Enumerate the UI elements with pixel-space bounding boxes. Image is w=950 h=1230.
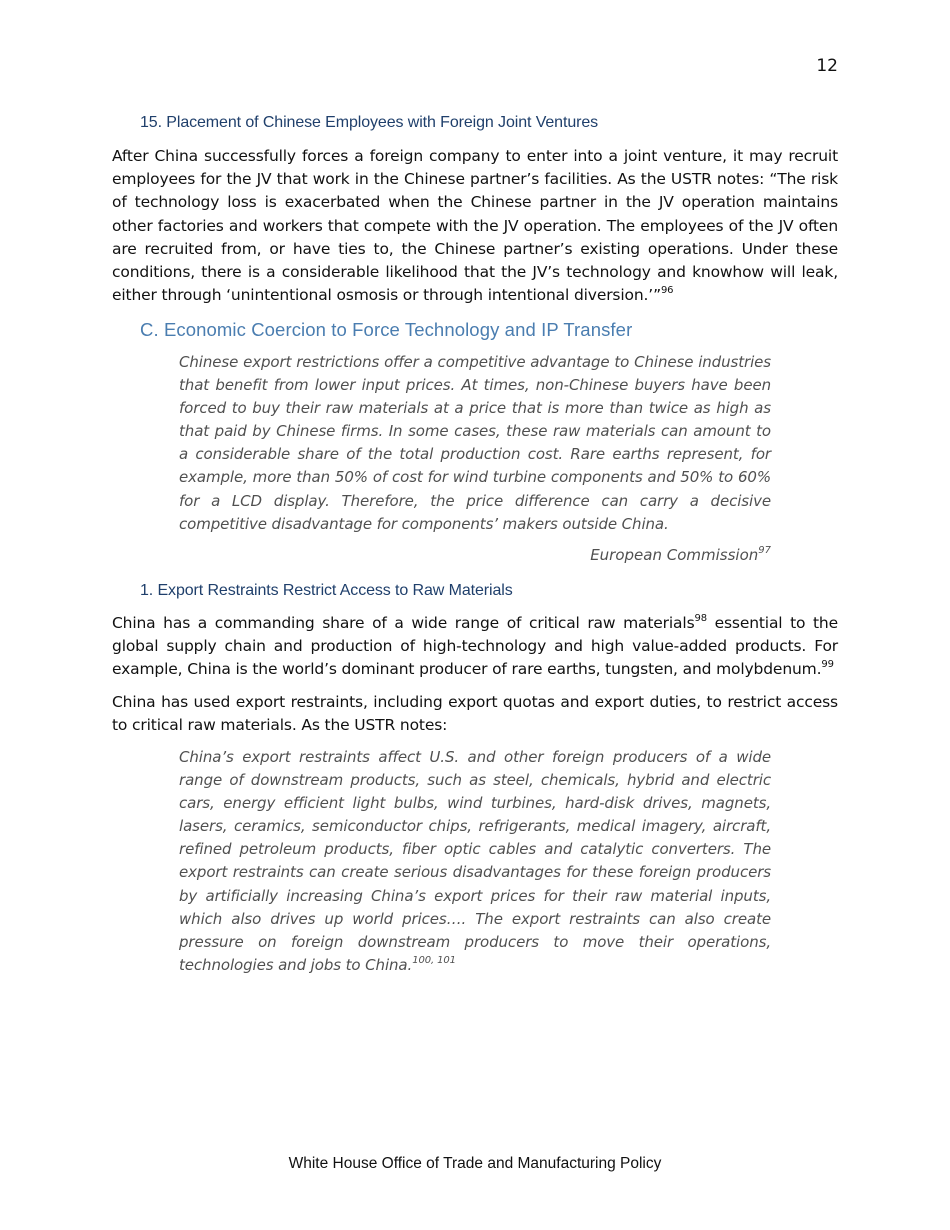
footnote-ref-96[interactable]: 96 <box>660 285 674 297</box>
paragraph-commanding-share <box>112 612 838 682</box>
page-number: 12 <box>816 56 838 76</box>
blockquote-european-commission: Chinese export restrictions offer a competitive advantage to Chinese industries that benefit from lower input prices. At times, non-Chinese buyers have been forced to buy their raw materials at a price that is more than twice as high as that paid by Chinese firms. In some cases, these raw materials can amount to a considerable share of the total production cost. Rare earths represent, for example, more than 50% of cost for wind turbine components and 50% to 60% for a LCD display. Therefore, the price difference can carry a decisive competitive disadvantage for components’ makers outside China. <box>179 353 771 533</box>
paragraph-export-restraints: China has used export restraints, including export quotas and export duties, to restrict access to critical raw materials. As the USTR notes: <box>112 693 838 735</box>
subsection-heading-export-restraints: 1. Export Restraints Restrict Access to Raw Materials <box>140 582 513 599</box>
subsection-heading-placement-employees: 15. Placement of Chinese Employees with Foreign Joint Ventures <box>140 114 599 131</box>
footnote-ref-98[interactable]: 98 <box>694 613 707 624</box>
quote-attribution <box>590 546 771 564</box>
blockquote-ustr-text: China’s export restraints affect U.S. and other foreign producers of a wide range of downstream products, such as steel, chemicals, hybrid and electric cars, energy efficient light bulbs, wind turbines, hard-disk drives, magnets, lasers, ceramics, semiconductor chips, refrigerants, medical imagery, aircraft, refined petroleum products, fiber optic cables and catalytic converters. The export restraints can create serious disadvantages for these foreign producers by artificially increasing China’s export prices for their raw material inputs, which also drives up world prices…. The export restraints can also create pressure on foreign downstream producers to move their operations, technologies and jobs to China. <box>179 748 771 974</box>
paragraph-commanding-share-text-b: essential to the global supply chain and production of high-technology and high value-added products. For example, China is the world’s dominant producer of rare earths, tungsten, and molybdenum. <box>112 614 838 679</box>
footnote-ref-99[interactable]: 99 <box>821 659 834 671</box>
paragraph-jv-employees <box>112 145 838 307</box>
footnote-ref-97[interactable]: 97 <box>758 545 771 556</box>
paragraph-commanding-share-text-a: China has a commanding share of a wide range of critical raw materials <box>112 614 695 632</box>
paragraph-jv-employees-text: After China successfully forces a foreign company to enter into a joint venture, it may recruit employees for the JV that work in the Chinese partner’s facilities. As the USTR notes: “The risk of technology loss is exacerbated when the Chinese partner in the JV operation maintains other factories and workers that compete with the JV operation. The employees of the JV often are recruited from, or have ties to, the Chinese partner’s existing operations. Under these conditions, there is a considerable likelihood that the JV’s technology and knowhow will leak, either through ‘unintentional osmosis or through intentional diversion.’” <box>112 147 838 305</box>
page-footer: White House Office of Trade and Manufacturing Policy <box>288 1155 662 1172</box>
attribution-text: European Commission <box>590 546 759 564</box>
section-heading-economic-coercion: C. Economic Coercion to Force Technology and IP Transfer <box>140 319 633 340</box>
footnote-ref-100-101[interactable]: 100, 101 <box>412 954 456 966</box>
blockquote-ustr <box>179 746 771 977</box>
